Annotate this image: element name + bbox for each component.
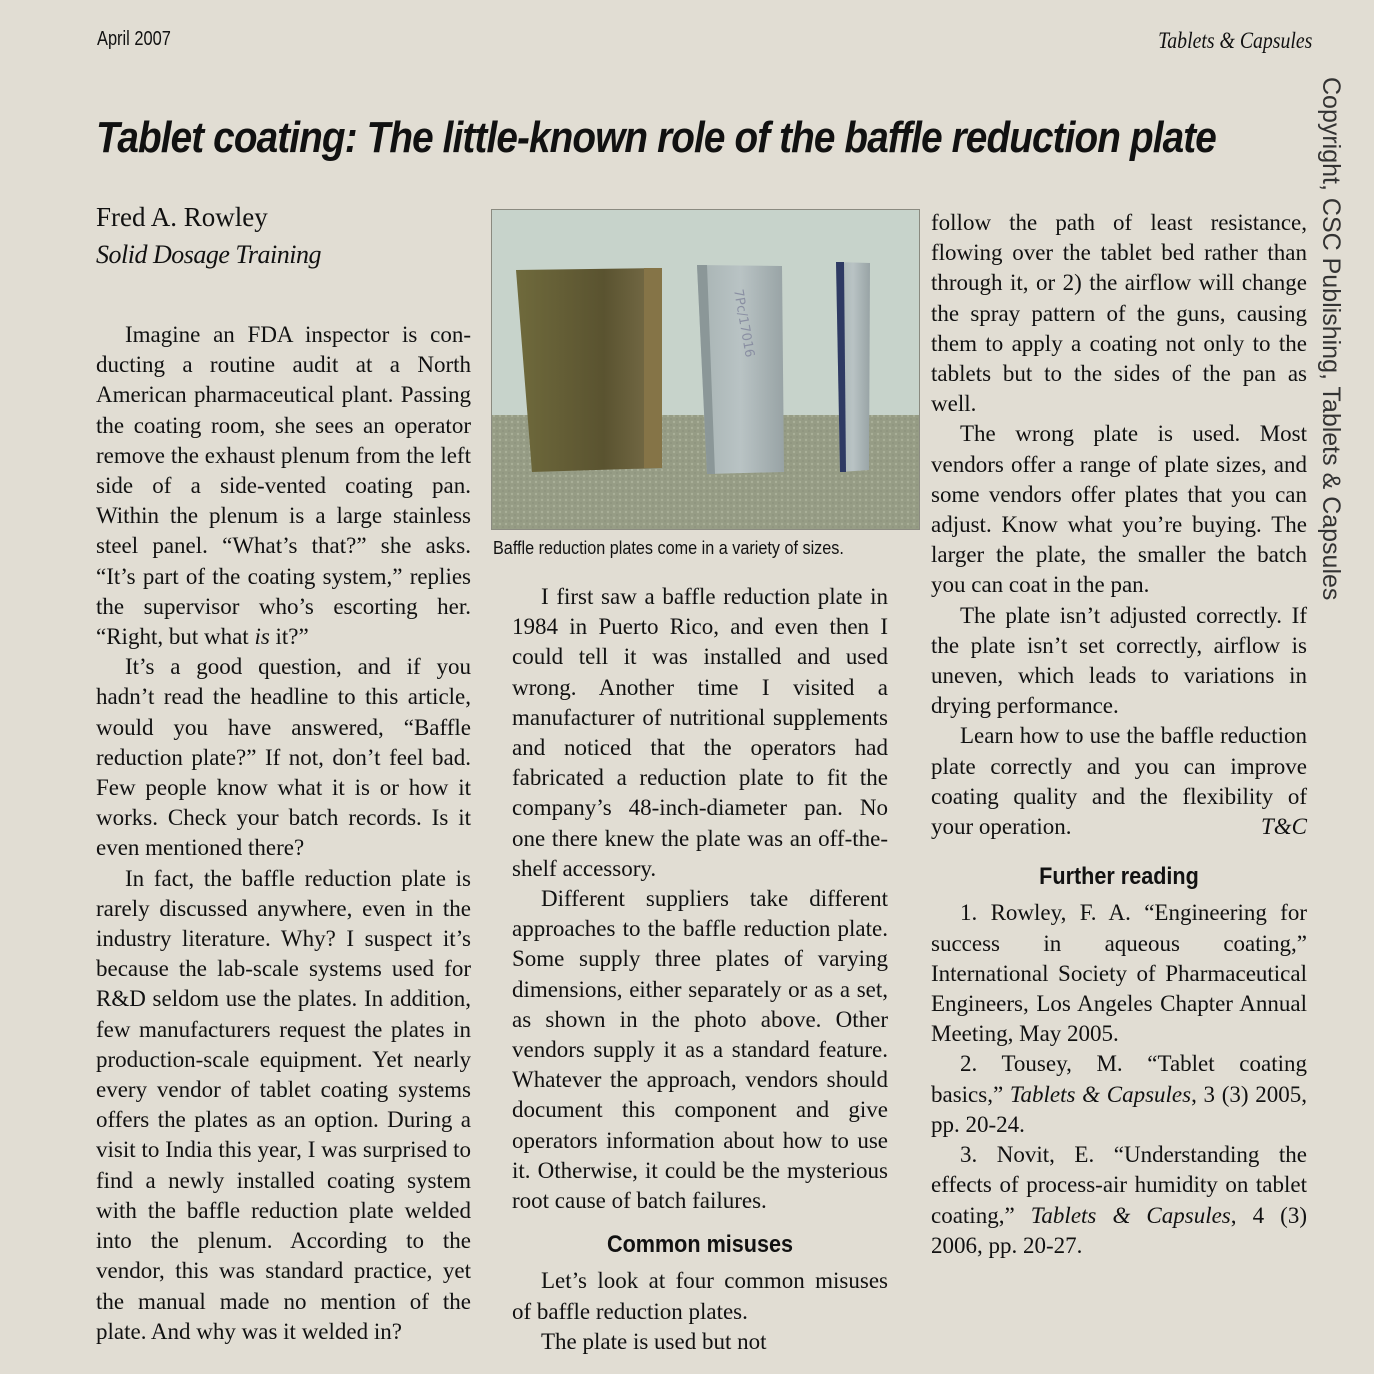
paragraph: follow the path of least resistance, flowing over the tablet bed rather than through it, or 2) the airflow will change the spray pattern of the guns, causing them to apply a coating not only to the tablets but to the sides of the pan as well.: [931, 210, 1307, 417]
reference-text: , 4 (3) 2006, pp. 20-27.: [931, 1202, 1307, 1258]
header-date: April 2007: [97, 28, 171, 50]
reference-item: [931, 1140, 1307, 1261]
reference-journal: Tablets & Capsules: [1030, 1202, 1231, 1228]
author-affiliation: Solid Dosage Training: [96, 240, 321, 269]
paragraph: I first saw a baffle reduction plate in 1984 in Puerto Rico, and even then I could tell it was installed and used wrong. Another time I visited a manufacturer of nutritional supplements and noticed that the operators had fabricated a reduction plate to fit the company’s 48-inch-diameter pan. No one there knew the plate was an off-the-shelf accessory.: [512, 584, 888, 881]
paragraph: The wrong plate is used. Most vendors offer a range of plate sizes, and some vendors offer plates that you can adjust. Know what you’re buying. The larger the plate, the smaller the batch you can coat in the pan.: [931, 421, 1307, 598]
emphasis-text: is: [254, 624, 270, 650]
section-heading: Common misuses: [606, 1231, 794, 1259]
column-3: [931, 208, 1307, 1261]
article-title: Tablet coating: The little-known role of the baffle reduction plate: [96, 113, 1216, 162]
paragraph-text: Imagine an FDA inspector is conducting a routine audit at a North American pharmaceutical plant. Passing the coating room, she sees an operator remove the exhaust plenum from the left side of a side-vented coating pan. Within the plenum is a large stainless steel panel. “What’s that?” she asks. “It’s part of the coating system,” replies the supervisor who’s escorting her. “Right, but what: [96, 322, 471, 650]
author-name: Fred A. Rowley: [96, 202, 268, 232]
paragraph: [96, 320, 471, 652]
reference-text: , 3 (3) 2005, pp. 20-24.: [931, 1081, 1307, 1137]
header-journal-name: Tablets & Capsules: [1157, 28, 1312, 53]
copyright-notice: Copyright, CSC Publishing, Tablets & Capsules: [1317, 77, 1345, 601]
reference-journal: Tablets & Capsules: [1009, 1081, 1192, 1107]
reference-item: [931, 1049, 1307, 1140]
reference-item: 1. Rowley, F. A. “Engineering for success in aqueous coating,” International Society of Pharmaceutical Engineers, Los Angeles Chapter Annual Meeting, May 2005.: [931, 900, 1307, 1047]
baffle-plates-photo: [491, 209, 920, 530]
section-heading: Further reading: [1039, 863, 1199, 891]
column-2: [512, 582, 888, 1357]
paragraph: The plate isn’t adjusted correctly. If the plate isn’t set correctly, airflow is uneven, which leads to variations in drying performance.: [931, 602, 1307, 719]
reference-list: [931, 898, 1307, 1260]
reference-text: 3. Novit, E. “Understanding the effects of process-air humidity on tablet coating,”: [931, 1142, 1307, 1228]
paragraph: The plate is used but not: [541, 1328, 767, 1354]
end-mark: T&C: [1260, 814, 1307, 840]
figure-caption: Baffle reduction plates come in a variety of sizes.: [493, 538, 844, 558]
paragraph: Different suppliers take different approaches to the baffle reduction plate. Some supply three plates of varying dimensions, either separately or as a set, as shown in the photo above. Other vendors supply it as a standard feature. Whatever the approach, vendors should document this component and give operators information about how to use it. Otherwise, it could be the mysterious root cause of batch failures.: [512, 886, 888, 1214]
large-plate-edge: [644, 268, 662, 468]
paragraph-text: Learn how to use the baffle reduction plate correctly and you can improve coating quality and the flexibility of your operation.: [931, 723, 1307, 840]
paragraph: Let’s look at four common misuses of baffle reduction plates.: [512, 1268, 888, 1324]
paragraph: It’s a good question, and if you hadn’t read the headline to this article, would you have answered, “Baffle reduction plate?” If not, don’t feel bad. Few people know what it is or how it works. Check your batch records. Is it even mentioned there?: [96, 654, 471, 861]
reference-text: 2. Tousey, M. “Tablet coating basics,”: [931, 1051, 1307, 1107]
plate-handwritten-label: 7Pc/17016: [730, 288, 757, 359]
paragraph: In fact, the baffle reduction plate is rarely discussed anywhere, even in the industry literature. Why? I suspect it’s because the lab-scale systems used for R&D seldom use the plates. In addition, few manufacturers request the plates in production-scale equipment. Yet nearly every vendor of tablet coating systems offers the plates as an option. During a visit to India this year, I was surprised to find a newly installed coating system with the baffle reduction plate welded into the plenum. According to the vendor, this was standard practice, yet the manual made no mention of the plate. And why was it welded in?: [96, 865, 471, 1344]
paragraph-text: it?”: [269, 624, 309, 650]
large-plate: [516, 268, 662, 472]
column-1: [96, 320, 471, 1347]
photo-illustration: [492, 210, 919, 529]
paragraph: [931, 721, 1307, 842]
